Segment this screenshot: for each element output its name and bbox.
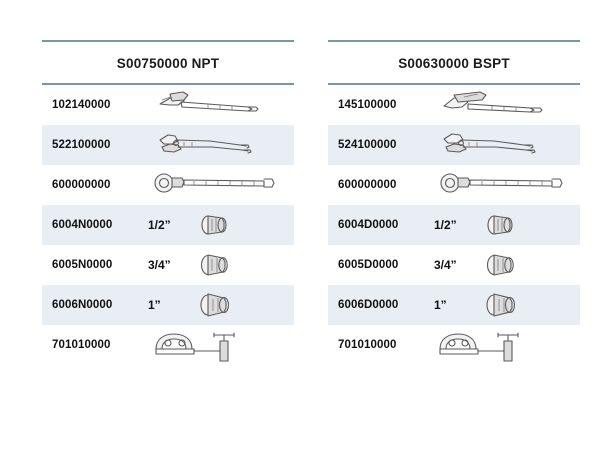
table-row: [42, 245, 294, 285]
column-header-bspt: S00630000 BSPT: [328, 40, 580, 85]
table-row: [42, 205, 294, 245]
part-code: 600000000: [338, 179, 397, 191]
pipe-cutter-icon: [434, 326, 574, 364]
part-code: 701010000: [338, 339, 397, 351]
part-size: 1/2”: [148, 218, 171, 232]
parts-column-npt: [42, 40, 294, 410]
part-code: 701010000: [52, 339, 111, 351]
table-row: [328, 245, 580, 285]
part-code: 145100000: [338, 99, 397, 111]
pipe-die-head-icon: [478, 286, 574, 324]
part-code: 6006N0000: [52, 299, 113, 311]
table-row: [42, 165, 294, 205]
parts-rows-bspt: [328, 85, 580, 365]
parts-column-bspt: [328, 40, 580, 410]
water-pump-pliers-icon: [148, 126, 288, 164]
part-code: 6004D0000: [338, 219, 399, 231]
table-row: [42, 85, 294, 125]
pipe-die-head-icon: [478, 206, 574, 244]
pipe-die-head-icon: [192, 246, 288, 284]
pipe-wrench-icon: [434, 86, 574, 124]
table-row: [42, 325, 294, 365]
pipe-die-head-icon: [192, 206, 288, 244]
part-code: 522100000: [52, 139, 111, 151]
water-pump-pliers-icon: [434, 126, 574, 164]
column-header-npt: S00750000 NPT: [42, 40, 294, 85]
pipe-die-head-icon: [478, 246, 574, 284]
table-row: [328, 325, 580, 365]
part-code: 6005D0000: [338, 259, 399, 271]
part-code: 524100000: [338, 139, 397, 151]
pipe-wrench-icon: [148, 86, 288, 124]
part-size: 3/4”: [148, 258, 171, 272]
part-size: 1”: [148, 298, 161, 312]
pipe-die-head-icon: [192, 286, 288, 324]
parts-rows-npt: [42, 85, 294, 365]
table-row: [42, 285, 294, 325]
basin-wrench-icon: [148, 166, 288, 204]
part-code: 6006D0000: [338, 299, 399, 311]
table-row: [42, 125, 294, 165]
part-code: 600000000: [52, 179, 111, 191]
part-code: 6004N0000: [52, 219, 113, 231]
part-code: 6005N0000: [52, 259, 113, 271]
table-row: [328, 125, 580, 165]
part-size: 1/2”: [434, 218, 457, 232]
part-code: 102140000: [52, 99, 111, 111]
part-size: 1”: [434, 298, 447, 312]
pipe-cutter-icon: [148, 326, 288, 364]
table-row: [328, 85, 580, 125]
basin-wrench-icon: [434, 166, 574, 204]
table-row: [328, 165, 580, 205]
table-row: [328, 285, 580, 325]
table-row: [328, 205, 580, 245]
part-size: 3/4”: [434, 258, 457, 272]
